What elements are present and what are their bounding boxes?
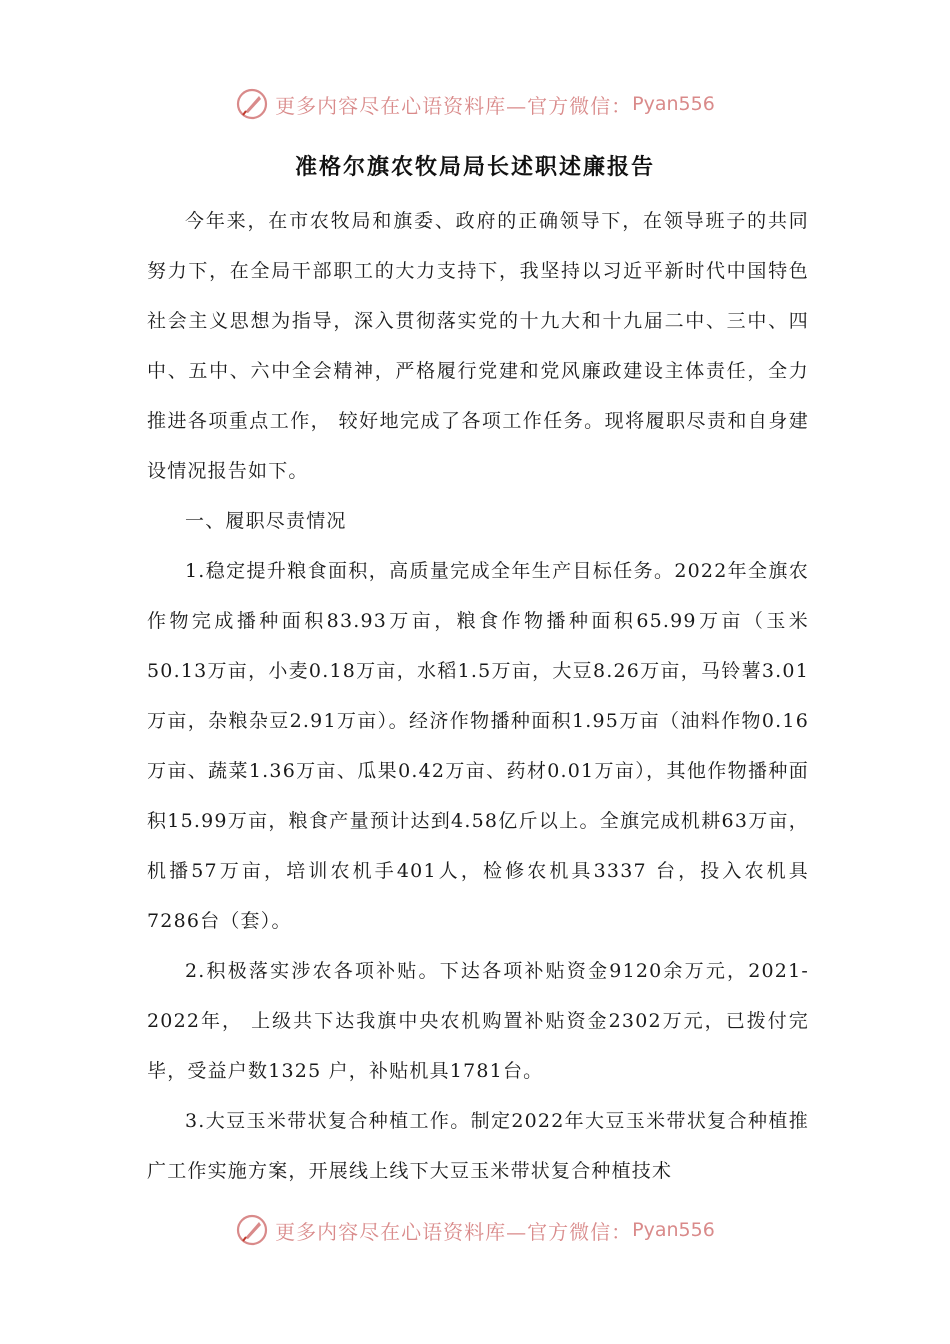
watermark-text: 更多内容尽在心语资料库—官方微信： bbox=[275, 1219, 633, 1244]
watermark-text: 更多内容尽在心语资料库—官方微信： bbox=[275, 93, 633, 118]
watermark-handle: Pyan556 bbox=[632, 93, 715, 115]
watermark-header bbox=[0, 82, 950, 126]
document-title: 准格尔旗农牧局局长述职述廉报告 bbox=[294, 154, 655, 180]
section-heading: 一、履职尽责情况 bbox=[185, 510, 347, 532]
watermark-footer bbox=[0, 1208, 950, 1252]
paragraph-item-2: 2.积极落实涉农各项补贴。下达各项补贴资金9120余万元，2021-2022年， 上级共下达我旗中央农机购置补贴资金2302万元，已拨付完毕，受益户数1325 户，补贴机具1781台。 bbox=[147, 960, 809, 1082]
paragraph-item-1: 1.稳定提升粮食面积，高质量完成全年生产目标任务。2022年全旗农作物完成播种面积83.93万亩，粮食作物播种面积65.99万亩（玉米50.13万亩，小麦0.18万亩，水稻1.5万亩，大豆8.26万亩，马铃薯3.01万亩，杂粮杂豆2.91万亩）。经济作物播种面积1.95万亩（油料作物0.16万亩、蔬菜1.36万亩、瓜果0.42万亩、药材0.01万亩），其他作物播种面积15.99万亩，粮食产量预计达到4.58亿斤以上。全旗完成机耕63万亩，机播57万亩，培训农机手401人，检修农机具3337 台，投入农机具7286台（套）。 bbox=[147, 560, 809, 932]
document-body bbox=[147, 196, 809, 1196]
paragraph-item-3: 3.大豆玉米带状复合种植工作。制定2022年大豆玉米带状复合种植推广工作实施方案，开展线上线下大豆玉米带状复合种植技术 bbox=[147, 1110, 809, 1182]
watermark-handle: Pyan556 bbox=[632, 1219, 715, 1241]
quill-logo-icon bbox=[235, 1213, 269, 1247]
quill-logo-icon bbox=[235, 87, 269, 121]
paragraph-intro: 今年来，在市农牧局和旗委、政府的正确领导下，在领导班子的共同努力下，在全局干部职工的大力支持下，我坚持以习近平新时代中国特色社会主义思想为指导，深入贯彻落实党的十九大和十九届二中、三中、四中、五中、六中全会精神，严格履行党建和党风廉政建设主体责任，全力推进各项重点工作， 较好地完成了各项工作任务。现将履职尽责和自身建设情况报告如下。 bbox=[147, 210, 809, 482]
